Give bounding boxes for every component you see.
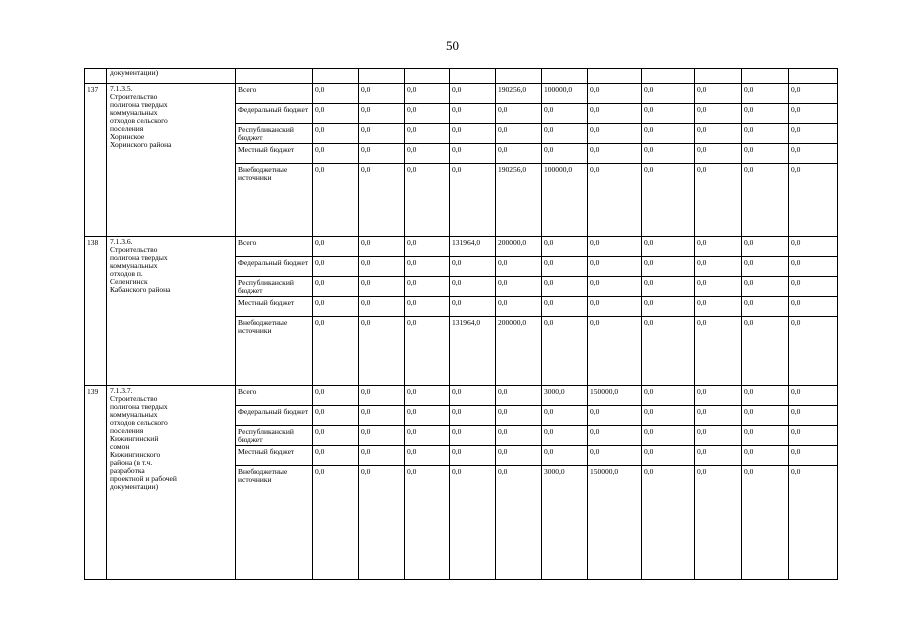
funding-source: Федеральный бюджет	[236, 257, 313, 277]
project-description-line: полигона твердых	[110, 253, 168, 262]
value-cell: 0,0	[405, 144, 450, 164]
funding-source: Местный бюджет	[236, 446, 313, 466]
project-code: 7.1.3.5.	[110, 84, 133, 93]
value-cell: 0,0	[313, 386, 359, 406]
value-cell: 0,0	[405, 297, 450, 317]
value-cell: 0,0	[359, 406, 405, 426]
value-cell: 0,0	[450, 104, 496, 124]
funding-source: Всего	[236, 386, 313, 406]
value-cell: 0,0	[789, 426, 838, 446]
value-cell: 0,0	[450, 386, 496, 406]
value-cell: 0,0	[742, 104, 789, 124]
value-cell: 0,0	[742, 297, 789, 317]
budget-table	[84, 68, 838, 580]
value-cell: 0,0	[450, 144, 496, 164]
value-cell: 0,0	[742, 144, 789, 164]
value-cell: 0,0	[542, 277, 588, 297]
value-cell: 0,0	[359, 317, 405, 386]
value-cell: 0,0	[405, 164, 450, 237]
project-description-line: отходов сельского	[110, 116, 168, 125]
value-cell: 0,0	[542, 297, 588, 317]
value-cell: 0,0	[789, 144, 838, 164]
value-cell: 0,0	[542, 237, 588, 257]
value-cell: 0,0	[450, 297, 496, 317]
value-cell: 0,0	[642, 466, 695, 580]
value-cell: 0,0	[789, 257, 838, 277]
funding-source: Внебюджетные источники	[236, 466, 313, 580]
empty-cell	[405, 69, 450, 84]
value-cell: 0,0	[542, 446, 588, 466]
value-cell: 0,0	[405, 317, 450, 386]
empty-cell	[642, 69, 695, 84]
value-cell: 0,0	[789, 164, 838, 237]
value-cell: 0,0	[642, 84, 695, 104]
value-cell: 0,0	[496, 144, 542, 164]
value-cell: 0,0	[359, 237, 405, 257]
value-cell: 0,0	[695, 144, 742, 164]
value-cell: 0,0	[405, 426, 450, 446]
empty-cell	[85, 69, 107, 84]
value-cell: 0,0	[742, 164, 789, 237]
project-description-line: Строительство	[110, 245, 158, 254]
empty-cell	[542, 69, 588, 84]
project-description-line: коммунальных	[110, 410, 158, 419]
project-description-line: разработка	[110, 466, 145, 475]
value-cell: 0,0	[496, 426, 542, 446]
value-cell: 0,0	[359, 277, 405, 297]
value-cell: 0,0	[789, 297, 838, 317]
value-cell: 0,0	[496, 386, 542, 406]
value-cell: 0,0	[642, 164, 695, 237]
project-description-line: документации)	[110, 482, 159, 491]
value-cell: 0,0	[695, 277, 742, 297]
value-cell: 0,0	[588, 164, 642, 237]
value-cell: 0,0	[313, 144, 359, 164]
value-cell: 0,0	[542, 144, 588, 164]
value-cell: 100000,0	[542, 84, 588, 104]
value-cell: 0,0	[695, 406, 742, 426]
project-description-line: отходов п.	[110, 269, 143, 278]
value-cell: 0,0	[642, 317, 695, 386]
value-cell: 200000,0	[496, 237, 542, 257]
value-cell: 0,0	[695, 124, 742, 144]
funding-source: Федеральный бюджет	[236, 104, 313, 124]
value-cell: 0,0	[359, 257, 405, 277]
value-cell: 0,0	[450, 257, 496, 277]
project-code: 7.1.3.7.	[110, 386, 133, 395]
funding-source: Федеральный бюджет	[236, 406, 313, 426]
value-cell: 0,0	[742, 237, 789, 257]
value-cell: 0,0	[359, 466, 405, 580]
value-cell: 0,0	[450, 124, 496, 144]
row-number: 138	[85, 237, 107, 386]
value-cell: 0,0	[450, 164, 496, 237]
value-cell: 0,0	[313, 297, 359, 317]
project-description-line: поселения	[110, 426, 144, 435]
table-row	[85, 84, 838, 104]
page-number: 50	[446, 38, 459, 53]
value-cell: 0,0	[789, 446, 838, 466]
value-cell: 0,0	[496, 446, 542, 466]
project-description-line: сомон	[110, 442, 130, 451]
project-description	[107, 386, 236, 580]
value-cell: 0,0	[450, 466, 496, 580]
value-cell: 0,0	[359, 386, 405, 406]
value-cell: 100000,0	[542, 164, 588, 237]
value-cell: 0,0	[642, 104, 695, 124]
value-cell: 0,0	[789, 84, 838, 104]
value-cell: 0,0	[742, 466, 789, 580]
value-cell: 0,0	[450, 406, 496, 426]
value-cell: 0,0	[742, 84, 789, 104]
value-cell: 0,0	[695, 317, 742, 386]
value-cell: 0,0	[588, 104, 642, 124]
value-cell: 0,0	[642, 257, 695, 277]
value-cell: 0,0	[642, 144, 695, 164]
value-cell: 0,0	[695, 164, 742, 237]
value-cell: 0,0	[405, 257, 450, 277]
value-cell: 0,0	[405, 386, 450, 406]
value-cell: 0,0	[642, 386, 695, 406]
project-description-line: коммунальных	[110, 108, 158, 117]
value-cell: 0,0	[359, 84, 405, 104]
value-cell: 0,0	[359, 124, 405, 144]
value-cell: 0,0	[496, 277, 542, 297]
project-description	[107, 237, 236, 386]
value-cell: 0,0	[542, 426, 588, 446]
value-cell: 0,0	[496, 466, 542, 580]
value-cell: 0,0	[313, 164, 359, 237]
value-cell: 0,0	[695, 297, 742, 317]
value-cell: 0,0	[695, 386, 742, 406]
project-description-line: Кижингинский	[110, 434, 159, 443]
funding-source: Всего	[236, 84, 313, 104]
project-description-line: полигона твердых	[110, 402, 168, 411]
funding-source: Республиканский бюджет	[236, 277, 313, 297]
value-cell: 0,0	[359, 144, 405, 164]
value-cell: 0,0	[542, 104, 588, 124]
value-cell: 0,0	[405, 104, 450, 124]
value-cell: 0,0	[359, 426, 405, 446]
value-cell: 0,0	[405, 237, 450, 257]
project-description-line: Кижингинского	[110, 450, 161, 459]
value-cell: 0,0	[642, 426, 695, 446]
table-row	[85, 386, 838, 406]
value-cell: 0,0	[695, 446, 742, 466]
value-cell: 0,0	[588, 317, 642, 386]
value-cell: 0,0	[313, 237, 359, 257]
carry-over-text: документации)	[107, 69, 236, 84]
value-cell: 0,0	[313, 466, 359, 580]
value-cell: 0,0	[450, 446, 496, 466]
value-cell: 0,0	[695, 104, 742, 124]
funding-source: Внебюджетные источники	[236, 164, 313, 237]
value-cell: 190256,0	[496, 84, 542, 104]
value-cell: 0,0	[742, 446, 789, 466]
value-cell: 0,0	[359, 164, 405, 237]
empty-cell	[742, 69, 789, 84]
value-cell: 0,0	[789, 124, 838, 144]
value-cell: 0,0	[313, 104, 359, 124]
value-cell: 0,0	[405, 124, 450, 144]
value-cell: 0,0	[542, 124, 588, 144]
value-cell: 0,0	[642, 124, 695, 144]
value-cell: 200000,0	[496, 317, 542, 386]
value-cell: 0,0	[359, 297, 405, 317]
project-description-line: Кабанского района	[110, 285, 171, 294]
funding-source: Внебюджетные источники	[236, 317, 313, 386]
funding-source: Местный бюджет	[236, 297, 313, 317]
row-number: 137	[85, 84, 107, 237]
value-cell: 0,0	[542, 317, 588, 386]
value-cell: 0,0	[405, 277, 450, 297]
value-cell: 0,0	[588, 84, 642, 104]
value-cell: 0,0	[313, 277, 359, 297]
value-cell: 0,0	[789, 237, 838, 257]
value-cell: 0,0	[642, 297, 695, 317]
value-cell: 0,0	[588, 237, 642, 257]
value-cell: 0,0	[496, 257, 542, 277]
value-cell: 0,0	[405, 466, 450, 580]
project-description-line: проектной и рабочей	[110, 474, 177, 483]
project-description-line: Строительство	[110, 92, 158, 101]
value-cell: 0,0	[313, 317, 359, 386]
value-cell: 0,0	[789, 317, 838, 386]
value-cell: 0,0	[405, 446, 450, 466]
value-cell: 0,0	[642, 406, 695, 426]
project-description-line: поселения	[110, 124, 144, 133]
project-code: 7.1.3.6.	[110, 237, 133, 246]
value-cell: 0,0	[742, 124, 789, 144]
value-cell: 150000,0	[588, 386, 642, 406]
empty-cell	[695, 69, 742, 84]
value-cell: 0,0	[789, 406, 838, 426]
table-row	[85, 237, 838, 257]
empty-cell	[359, 69, 405, 84]
value-cell: 0,0	[742, 277, 789, 297]
value-cell: 0,0	[742, 426, 789, 446]
project-description-line: Хоринского района	[110, 140, 172, 149]
value-cell: 0,0	[313, 406, 359, 426]
value-cell: 0,0	[588, 446, 642, 466]
value-cell: 190256,0	[496, 164, 542, 237]
value-cell: 0,0	[588, 297, 642, 317]
project-description-line: Строительство	[110, 394, 158, 403]
value-cell: 0,0	[496, 297, 542, 317]
project-description	[107, 84, 236, 237]
value-cell: 0,0	[695, 237, 742, 257]
value-cell: 0,0	[789, 104, 838, 124]
project-description-line: отходов сельского	[110, 418, 168, 427]
value-cell: 0,0	[450, 84, 496, 104]
value-cell: 0,0	[405, 84, 450, 104]
value-cell: 0,0	[313, 426, 359, 446]
value-cell: 0,0	[405, 406, 450, 426]
value-cell: 0,0	[496, 124, 542, 144]
empty-cell	[450, 69, 496, 84]
project-description-line: полигона твердых	[110, 100, 168, 109]
value-cell: 0,0	[588, 426, 642, 446]
value-cell: 0,0	[313, 257, 359, 277]
project-description-line: коммунальных	[110, 261, 158, 270]
funding-source: Местный бюджет	[236, 144, 313, 164]
value-cell: 131964,0	[450, 237, 496, 257]
project-description-line: Хоринское	[110, 132, 145, 141]
value-cell: 0,0	[695, 466, 742, 580]
value-cell: 0,0	[695, 426, 742, 446]
value-cell: 0,0	[695, 84, 742, 104]
value-cell: 0,0	[588, 144, 642, 164]
value-cell: 0,0	[742, 386, 789, 406]
value-cell: 131964,0	[450, 317, 496, 386]
funding-source: Республиканский бюджет	[236, 124, 313, 144]
empty-cell	[588, 69, 642, 84]
value-cell: 0,0	[496, 406, 542, 426]
value-cell: 0,0	[313, 124, 359, 144]
value-cell: 0,0	[742, 406, 789, 426]
value-cell: 0,0	[789, 386, 838, 406]
row-number: 139	[85, 386, 107, 580]
value-cell: 3000,0	[542, 386, 588, 406]
funding-source: Всего	[236, 237, 313, 257]
value-cell: 0,0	[359, 446, 405, 466]
value-cell: 0,0	[742, 317, 789, 386]
value-cell: 0,0	[450, 426, 496, 446]
empty-cell	[313, 69, 359, 84]
value-cell: 0,0	[789, 277, 838, 297]
value-cell: 0,0	[313, 84, 359, 104]
value-cell: 0,0	[642, 277, 695, 297]
value-cell: 0,0	[588, 277, 642, 297]
value-cell: 150000,0	[588, 466, 642, 580]
value-cell: 0,0	[450, 277, 496, 297]
funding-source: Республиканский бюджет	[236, 426, 313, 446]
value-cell: 0,0	[588, 257, 642, 277]
empty-cell	[236, 69, 313, 84]
carry-over-row	[85, 69, 838, 84]
value-cell: 0,0	[359, 104, 405, 124]
value-cell: 0,0	[642, 237, 695, 257]
value-cell: 0,0	[695, 257, 742, 277]
value-cell: 0,0	[542, 406, 588, 426]
value-cell: 0,0	[588, 406, 642, 426]
value-cell: 0,0	[496, 104, 542, 124]
value-cell: 0,0	[642, 446, 695, 466]
value-cell: 0,0	[742, 257, 789, 277]
project-description-line: Селенгинск	[110, 277, 148, 286]
value-cell: 0,0	[789, 466, 838, 580]
project-description-line: района (в т.ч.	[110, 458, 153, 467]
value-cell: 3000,0	[542, 466, 588, 580]
value-cell: 0,0	[588, 124, 642, 144]
empty-cell	[789, 69, 838, 84]
empty-cell	[496, 69, 542, 84]
value-cell: 0,0	[542, 257, 588, 277]
value-cell: 0,0	[313, 446, 359, 466]
